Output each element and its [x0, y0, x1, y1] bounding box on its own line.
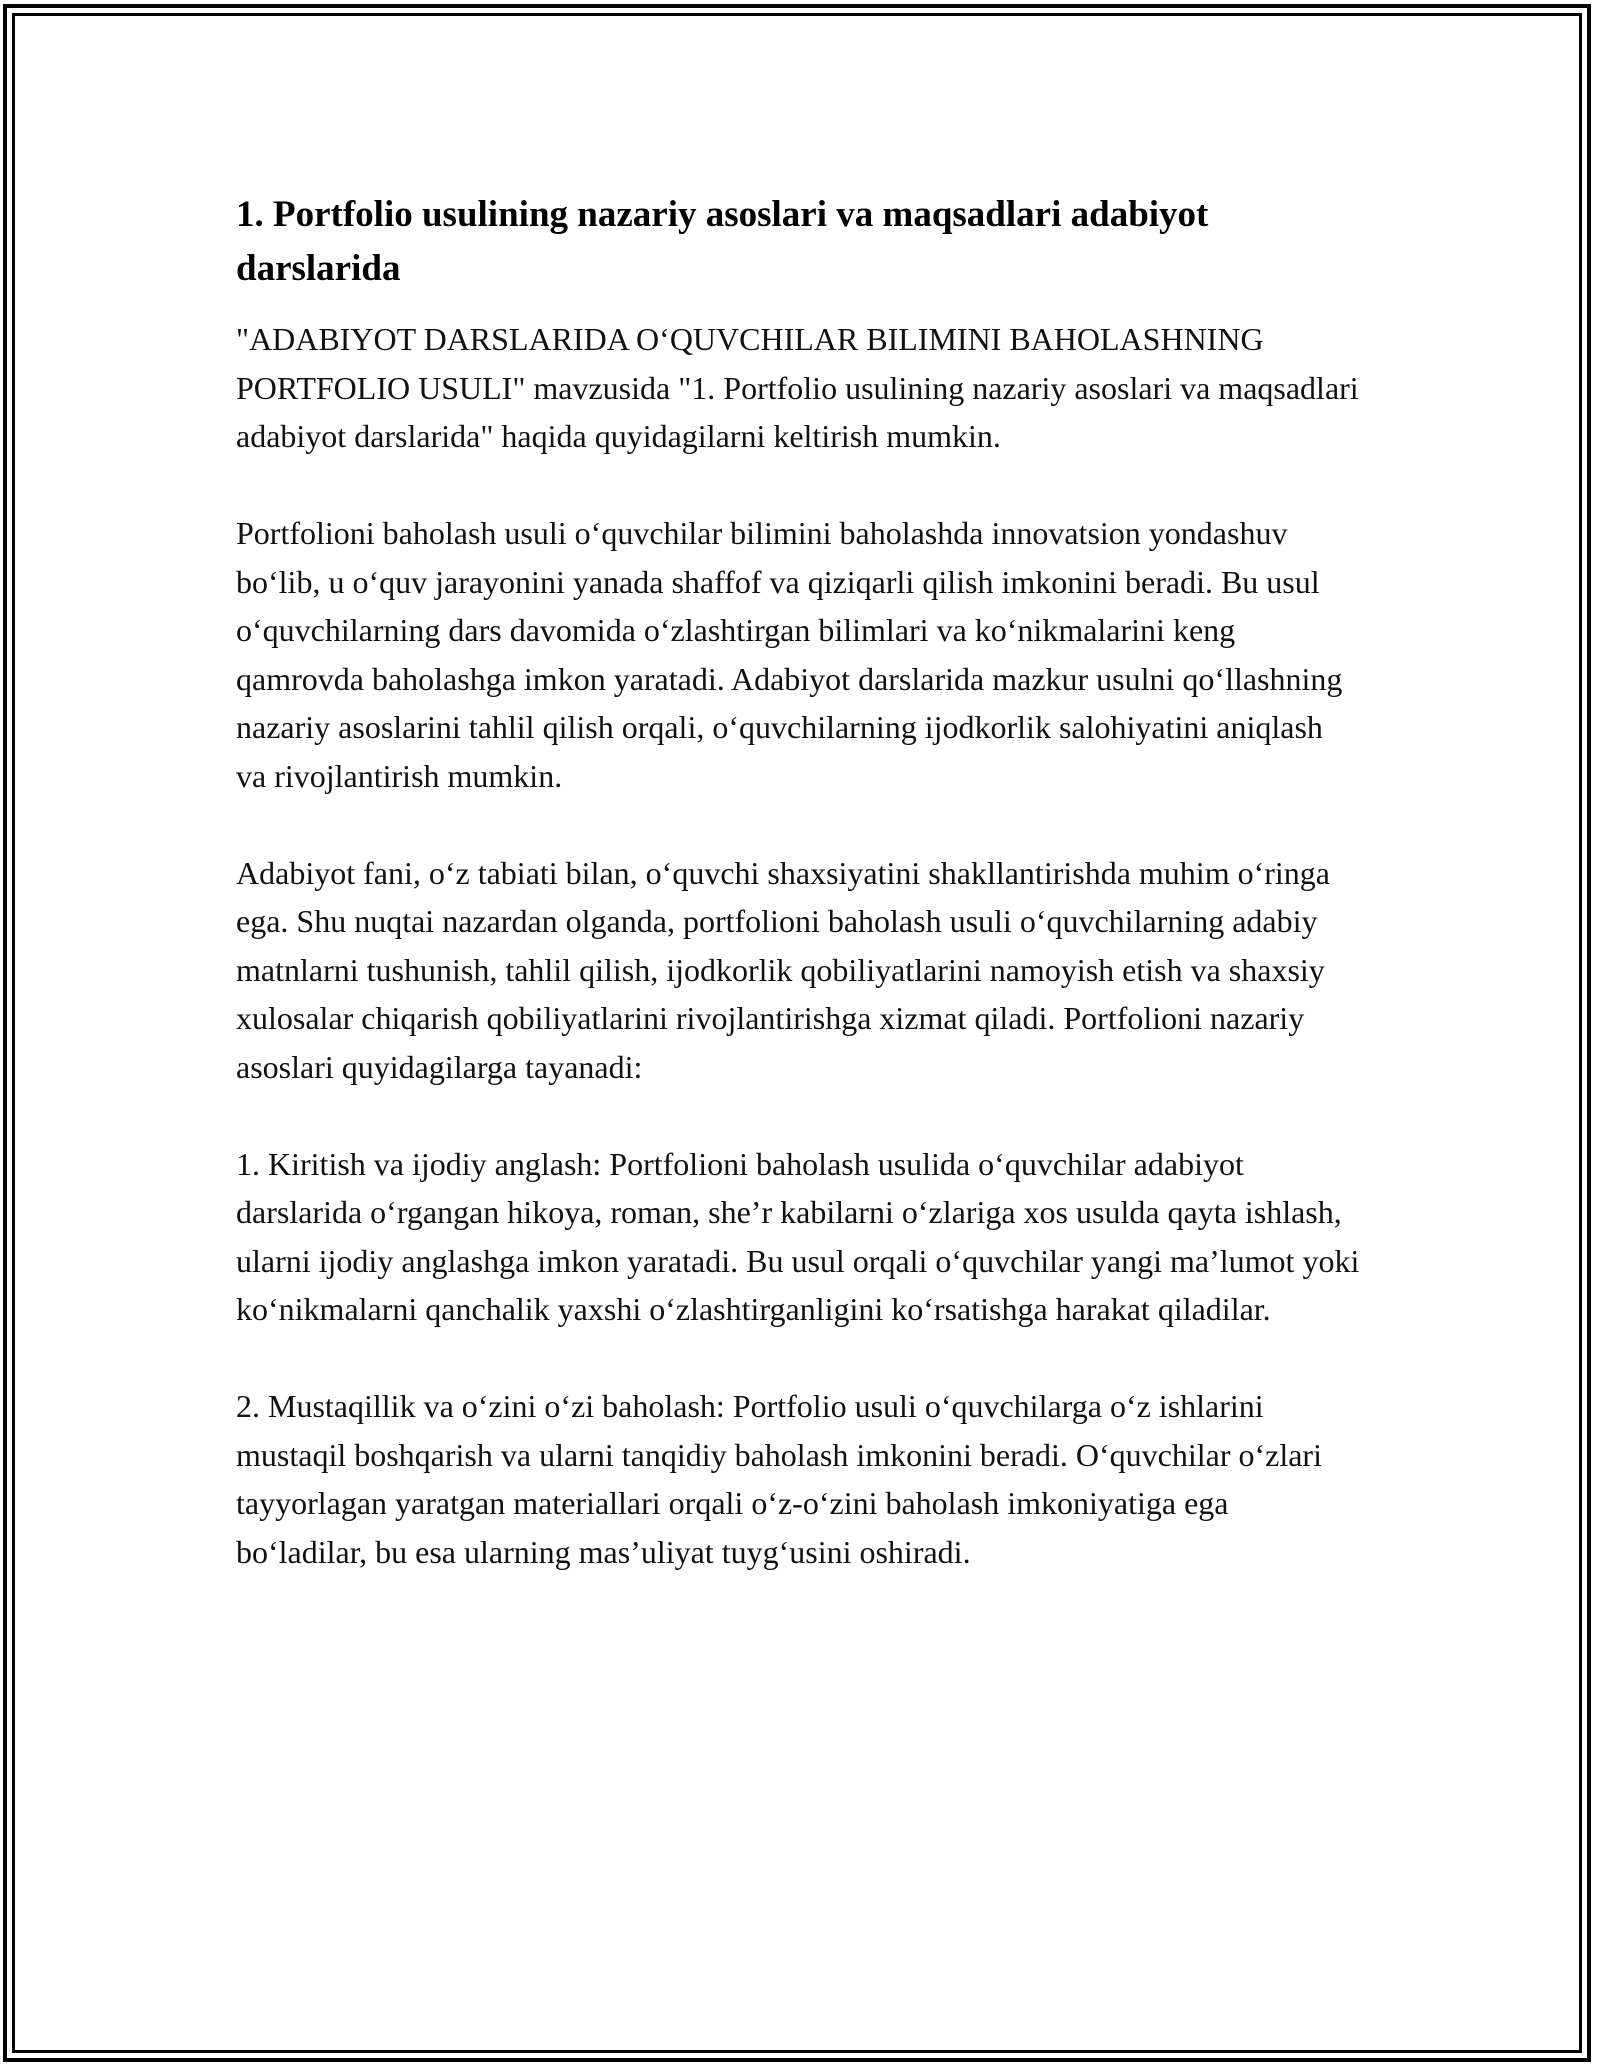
paragraph-point-2: 2. Mustaqillik va o‘zini o‘zi baholash: Portfolio usuli o‘quvchilarga o‘z ishlarini mustaqil boshqarish va ularni tanqidiy baholash imkonini beradi. O‘quvchilar o‘zlari tayyorlagan yaratgan materiallari orqali o‘z-o‘zini baholash imkoniyatiga ega bo‘ladilar, bu esa ularning mas’uliyat tuyg‘usini oshiradi.	[236, 1388, 1330, 1570]
paragraph-point-1: 1. Kiritish va ijodiy anglash: Portfolioni baholash usulida o‘quvchilar adabiyot darslarida o‘rgangan hikoya, roman, she’r kabilarni o‘zlariga xos usulda qayta ishlash, ularni ijodiy anglashga imkon yaratadi. Bu usul orqali o‘quvchilar yangi ma’lumot yoki ko‘nikmalarni qanchalik yaxshi o‘zlashtirganligini ko‘rsatishga harakat qiladilar.	[236, 1145, 1368, 1327]
paragraph-portfolio-method: Portfolioni baholash usuli o‘quvchilar bilimini baholashda innovatsion yondashuv bo‘lib, u o‘quv jarayonini yanada shaffof va qiziqarli qilish imkonini beradi. Bu usul o‘quvchilarning dars davomida o‘zlashtirgan bilimlari va ko‘nikmalarini keng qamrovda baholashga imkon yaratadi. Adabiyot darslarida mazkur usulni qo‘llashning nazariy asoslarini tahlil qilish orqali, o‘quvchilarning ijodkorlik salohiyatini aniqlash va rivojlantirish mumkin.	[236, 515, 1351, 794]
paragraph-literature-role: Adabiyot fani, o‘z tabiati bilan, o‘quvchi shaxsiyatini shakllantirishda muhim o‘ringa ega. Shu nuqtai nazardan olganda, portfolioni baholash usuli o‘quvchilarning adabiy matnlarni tushunish, tahlil qilish, ijodkorlik qobiliyatlarini namoyish etish va shaxsiy xulosalar chiqarish qobiliyatlarini rivojlantirishga xizmat qiladi. Portfolioni nazariy asoslari quyidagilarga tayanadi:	[236, 854, 1338, 1085]
document-page	[236, 188, 1368, 1625]
paragraph-intro: "ADABIYOT DARSLARIDA O‘QUVCHILAR BILIMINI BAHOLASHNING PORTFOLIO USULI" mavzusida "1. Portfolio usulining nazariy asoslari va maqsadlari adabiyot darslarida" haqida quyidagilarni keltirish mumkin.	[236, 321, 1367, 454]
document-title: 1. Portfolio usulining nazariy asoslari va maqsadlari adabiyot darslarida	[236, 194, 1209, 289]
